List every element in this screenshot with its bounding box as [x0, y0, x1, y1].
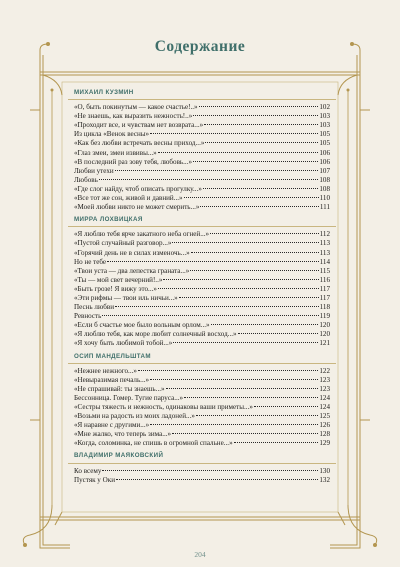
entry-page-number: 113	[319, 239, 330, 248]
toc-entry[interactable]	[74, 385, 330, 394]
dot-leader	[234, 442, 319, 443]
toc-entry[interactable]	[74, 439, 330, 448]
entry-title: Бессонница. Гомер. Тугие паруса...»	[74, 393, 184, 402]
entry-title: Из цикла «Венок весны»	[74, 130, 150, 139]
toc-entry[interactable]	[74, 339, 330, 348]
entry-title: «В последний раз зову тебя, любовь...»	[74, 157, 193, 166]
dot-leader	[204, 124, 318, 125]
entry-page-number: 105	[319, 130, 330, 139]
entry-page-number: 108	[319, 175, 330, 184]
author-divider	[68, 99, 336, 100]
dot-leader	[211, 324, 319, 325]
entry-title: «Моей любви никто не может смерить...»	[74, 203, 200, 212]
toc-entry[interactable]	[74, 194, 330, 203]
toc-entry[interactable]	[74, 294, 330, 303]
dot-leader	[173, 342, 318, 343]
entry-title: «Мне жалко, что теперь зима...»	[74, 430, 172, 439]
entry-page-number: 121	[319, 339, 330, 348]
dot-leader	[193, 161, 318, 162]
entry-page-number: 130	[319, 466, 330, 475]
entry-title: «Все тот же сон, живой и давний...»	[74, 194, 183, 203]
dot-leader	[166, 388, 319, 389]
entry-page-number: 102	[319, 103, 330, 112]
dot-leader	[184, 197, 319, 198]
entry-title: Любви утехи	[74, 166, 114, 175]
entry-page-number: 132	[319, 475, 330, 484]
author-divider	[68, 463, 336, 464]
toc-entry[interactable]	[74, 267, 330, 276]
toc-entry[interactable]	[74, 176, 330, 185]
entry-page-number: 129	[319, 439, 330, 448]
entry-page-number: 110	[319, 194, 330, 203]
toc-entry[interactable]	[74, 149, 330, 158]
dot-leader	[210, 233, 319, 234]
toc-entry[interactable]	[74, 158, 330, 167]
entry-title: «Горячий день не в силах изменочь...»	[74, 248, 190, 257]
entry-title: «Твои уста — два лепестка граната...»	[74, 266, 190, 275]
author-heading: ОСИП МАНДЕЛЬШТАМ	[74, 352, 151, 360]
toc-entry[interactable]	[74, 276, 330, 285]
dot-leader	[116, 479, 318, 480]
entry-page-number: 113	[319, 248, 330, 257]
entry-title: «Возьми на радость из моих ладоней...»	[74, 412, 195, 421]
entry-page-number: 114	[319, 257, 330, 266]
entry-title: «Когда, соломинка, не спишь в огромной спальне...»	[74, 439, 233, 448]
author-heading: МИРРА ЛОХВИЦКАЯ	[74, 216, 143, 224]
dot-leader	[115, 170, 319, 171]
toc-entry[interactable]	[74, 376, 330, 385]
dot-leader	[150, 379, 318, 380]
toc-entry[interactable]	[74, 230, 330, 239]
entry-page-number: 106	[319, 157, 330, 166]
dot-leader	[190, 270, 318, 271]
dot-leader	[102, 470, 318, 471]
toc-entry[interactable]	[74, 394, 330, 403]
toc-entry[interactable]	[74, 139, 330, 148]
page-number: 204	[194, 550, 206, 559]
entry-page-number: 108	[319, 184, 330, 193]
dot-leader	[196, 415, 318, 416]
entry-page-number: 119	[319, 312, 330, 321]
entry-page-number: 120	[319, 330, 330, 339]
author-heading: МИХАИЛ КУЗМИН	[74, 89, 134, 96]
entry-page-number: 122	[319, 366, 330, 375]
dot-leader	[238, 333, 319, 334]
entry-page-number: 124	[319, 403, 330, 411]
toc-entry[interactable]	[74, 249, 330, 258]
dot-leader	[150, 424, 318, 425]
toc-entry[interactable]	[74, 285, 330, 294]
entry-page-number: 123	[319, 384, 330, 393]
entry-title: «Нежнее нежного...»	[74, 366, 137, 375]
dot-leader	[184, 397, 318, 398]
entry-title: «Глаз змеи, змеи извивы...»	[74, 148, 157, 157]
entry-title: Песнь любви	[74, 303, 114, 312]
entry-title: «Я люблю тебя ярче закатного неба огней...»	[74, 230, 210, 239]
author-heading: ВЛАДИМИР МАЯКОВСКИЙ	[74, 452, 164, 460]
toc-entry[interactable]	[74, 185, 330, 194]
entry-page-number: 126	[319, 421, 330, 430]
entry-title: «Эти рифмы — твои иль ничьи...»	[74, 293, 178, 302]
toc-entry[interactable]	[74, 130, 330, 139]
entry-title: «Проходит все, и чувствам нет возврата...»	[74, 121, 204, 130]
page-title: Содержание	[154, 38, 246, 55]
entry-title: Ревность	[74, 312, 102, 321]
entry-page-number: 118	[319, 303, 330, 312]
dot-leader	[200, 206, 318, 207]
toc-entry[interactable]	[74, 330, 330, 339]
entry-page-number: 111	[319, 203, 330, 212]
entry-page-number: 123	[319, 375, 330, 384]
entry-page-number: 117	[319, 284, 330, 293]
entry-page-number: 105	[319, 139, 330, 148]
entry-page-number: 112	[319, 230, 330, 239]
toc-entry[interactable]	[74, 312, 330, 321]
author-divider	[68, 363, 336, 364]
entry-page-number: 125	[319, 412, 330, 421]
toc-entry[interactable]	[74, 476, 330, 485]
entry-page-number: 120	[319, 321, 330, 330]
entry-title: «Пустой случайный разговор...»	[74, 239, 172, 248]
toc-entry[interactable]	[74, 239, 330, 248]
entry-title: «Я люблю тебя, как море любит солнечный восход...»	[74, 330, 237, 339]
toc-entry[interactable]	[74, 430, 330, 439]
entry-title: «Невыразимая печаль...»	[74, 375, 150, 384]
toc-entry[interactable]	[74, 412, 330, 421]
entry-title: «Не знаешь, как выразить нежность!..»	[74, 112, 193, 121]
table-of-contents	[74, 88, 330, 485]
dot-leader	[205, 142, 318, 143]
entry-title: «Я наравне с другими...»	[74, 421, 150, 430]
toc-entry[interactable]	[74, 103, 330, 112]
toc-entry[interactable]	[74, 112, 330, 121]
entry-page-number: 115	[319, 266, 330, 275]
toc-entry[interactable]	[74, 167, 330, 176]
dot-leader	[158, 152, 319, 153]
entry-page-number: 124	[319, 393, 330, 402]
entry-title: Ко всему	[74, 466, 102, 475]
dot-leader	[102, 315, 318, 316]
entry-page-number: 106	[319, 148, 330, 157]
entry-title: «Не спрашивай: ты знаешь...»	[74, 384, 165, 393]
toc-entry[interactable]	[74, 203, 330, 212]
entry-page-number: 103	[319, 121, 330, 130]
entry-title: «Ты — мой свет вечерний!..»	[74, 275, 163, 284]
entry-title: «Если б счастье мое было вольным орлом...»	[74, 321, 210, 330]
entry-title: «Быть грозе! Я вижу это...»	[74, 284, 157, 293]
dot-leader	[179, 297, 319, 298]
toc-entry[interactable]	[74, 321, 330, 330]
dot-leader	[138, 370, 318, 371]
toc-entry[interactable]	[74, 121, 330, 130]
dot-leader	[191, 252, 319, 253]
entry-title: «Сестры тяжесть и нежность, одинаковы ваши приметы...»	[74, 403, 253, 411]
toc-entry[interactable]	[74, 367, 330, 376]
dot-leader	[254, 406, 318, 407]
toc-entry[interactable]	[74, 467, 330, 476]
dot-leader	[172, 242, 318, 243]
dot-leader	[99, 179, 319, 180]
dot-leader	[163, 279, 318, 280]
entry-page-number: 103	[319, 112, 330, 121]
entry-title: Любовь	[74, 175, 98, 184]
entry-title: Но не тебе	[74, 257, 107, 266]
dot-leader	[115, 306, 319, 307]
entry-title: «О, быть покинутым — какое счастье!..»	[74, 103, 198, 112]
dot-leader	[199, 106, 319, 107]
entry-page-number: 116	[319, 275, 330, 284]
entry-page-number: 107	[319, 166, 330, 175]
entry-title: «Где слог найду, чтоб описать прогулку...»	[74, 184, 202, 193]
dot-leader	[107, 261, 319, 262]
entry-page-number: 117	[319, 293, 330, 302]
entry-title: Пустяк у Оки	[74, 475, 115, 484]
entry-page-number: 128	[319, 430, 330, 439]
author-divider	[68, 226, 336, 227]
dot-leader	[203, 188, 318, 189]
dot-leader	[172, 433, 318, 434]
toc-entry[interactable]	[74, 258, 330, 267]
toc-entry[interactable]	[74, 421, 330, 430]
dot-leader	[158, 288, 319, 289]
toc-entry[interactable]	[74, 403, 330, 412]
toc-entry[interactable]	[74, 303, 330, 312]
entry-title: «Я хочу быть любимой тобой...»	[74, 339, 173, 348]
dot-leader	[150, 133, 318, 134]
dot-leader	[193, 115, 318, 116]
entry-title: «Как без любви встречать весны приход...»	[74, 139, 205, 148]
